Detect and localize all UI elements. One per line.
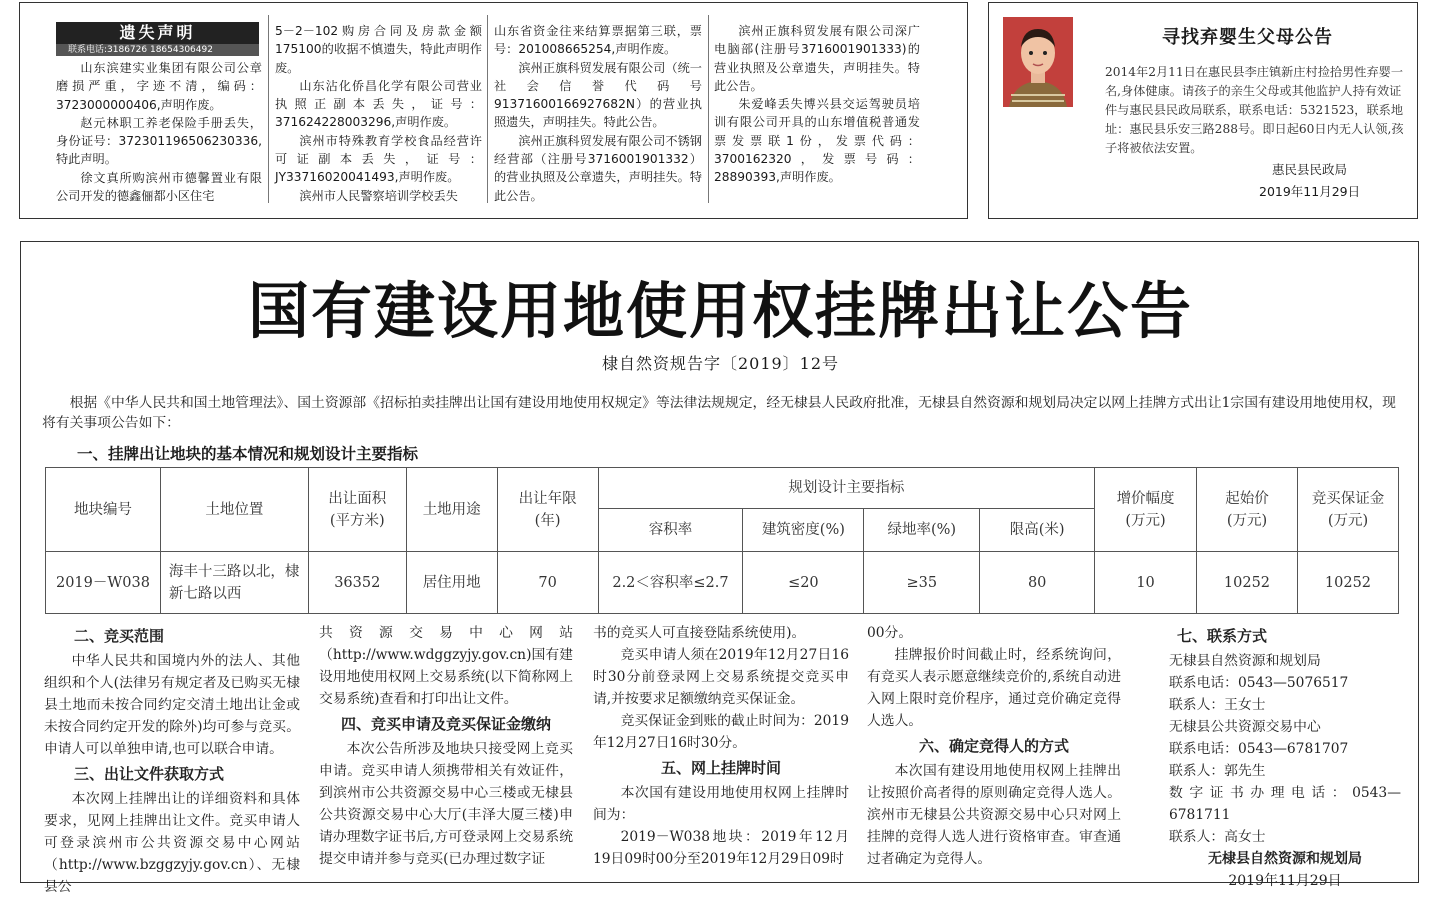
table-header-parcel: 地块编号: [46, 468, 161, 552]
contact-line: 联系人：王女士: [1169, 697, 1266, 713]
section-3-text: 本次网上挂牌出让的详细资料和具体要求，见网上挂牌出让文件。竞买申请人可登录滨州市公共资源交易中心网站（http://www.bzggzyjy.gov.cn）、无棣县公: [44, 791, 300, 895]
section-6-text: 本次国有建设用地使用权网上挂牌出让按照价高者得的原则确定竞得人选人。滨州市无棣县公共资源交易中心只对网上挂牌的竞得人选人进行资格审查。审查通过者确定为竞得人。: [867, 763, 1121, 867]
lost-notice-phone: 联系电话:3186726 18654306492: [56, 44, 259, 56]
table-header-deposit: 竞买保证金 (万元): [1297, 468, 1398, 552]
column-divider: [487, 15, 488, 203]
contact-line: 联系人：高女士: [1169, 829, 1266, 845]
lost-notice-item: 徐文真所购滨州市德馨置业有限公司开发的德鑫俪都小区住宅: [56, 170, 262, 204]
text-column-4: [867, 622, 1121, 870]
intro-paragraph: [42, 393, 1402, 433]
lost-notice-item: 山东沾化侨昌化学有限公司营业执照正副本丢失，证号：371624228003296,声明作废。: [275, 78, 482, 130]
table-header-green: 绿地率(%): [864, 509, 980, 552]
contact-line: 数字证书办理电话：0543—6781711: [1169, 785, 1401, 823]
contact-line: 无棣县自然资源和规划局: [1169, 653, 1321, 669]
cell-term: 70: [497, 552, 598, 614]
abandoned-infant-box: [988, 2, 1418, 219]
section-5-bidding: 挂牌报价时间截止时，经系统询问，有竞买人表示愿意继续竞价的,系统自动进入网上限时竞价程序，通过竞价确定竞得人选人。: [867, 647, 1121, 729]
table-header-area: 出让面积 (平方米): [308, 468, 406, 552]
cell-use: 居住用地: [406, 552, 497, 614]
notice-signer: 无棣县自然资源和规划局: [1208, 851, 1362, 867]
table-header-term: 出让年限 (年): [497, 468, 598, 552]
document-number: 棣自然资规告字〔2019〕12号: [601, 354, 840, 373]
section-1-heading: 一、挂牌出让地块的基本情况和规划设计主要指标: [77, 445, 419, 463]
text-column-1: [44, 622, 300, 898]
section-4-text: 本次公告所涉及地块只接受网上竞买申请。竞买申请人须携带相关有效证件，到滨州市公共资源交易中心三楼或无棣县公共资源交易中心大厅(丰泽大厦三楼)申请办理数字证书后,方可登录网上交易系统提交申请并参与竞买(已办理过数字证: [319, 741, 573, 867]
lost-notice-title: 遗失声明: [119, 23, 196, 42]
lost-notice-column-2: [275, 22, 482, 205]
page-title: 国有建设用地使用权挂牌出让公告: [247, 276, 1193, 347]
table-header-planning: 规划设计主要指标: [598, 468, 1095, 509]
cell-far: 2.2＜容积率≤2.7: [598, 552, 743, 614]
lost-notice-column-3: [494, 22, 702, 205]
section-4-deposit-deadline: 竞买保证金到账的截止时间为：2019年12月27日16时30分。: [593, 713, 849, 751]
text-column-5: [1169, 622, 1401, 892]
cell-area: 36352: [308, 552, 406, 614]
lost-notice-item: 滨州市特殊教育学校食品经营许可证副本丢失，证号：JY33716020041493,声明作废。: [275, 133, 482, 185]
section-7-heading: 七、联系方式: [1177, 627, 1268, 645]
section-6-heading: 六、确定竞得人的方式: [918, 737, 1069, 755]
table-header-height: 限高(米): [980, 509, 1095, 552]
abandoned-notice-text: 2014年2月11日在惠民县李庄镇新庄村捡拾男性弃婴一名,身体健康。请孩子的亲生父母或其他监护人持有效证件与惠民县民政局联系，联系电话：5321523，联系地址：惠民县乐安三路288号。即日起60日内无人认领,孩子将被依法安置。: [1105, 65, 1404, 155]
table-header-location: 土地位置: [160, 468, 308, 552]
section-2-heading: 二、竞买范围: [74, 627, 165, 645]
contact-line: 联系人：郭先生: [1169, 763, 1266, 779]
section-4-text-continued: 书的竞买人可直接登陆系统使用)。: [593, 625, 806, 641]
lost-notice-item: 滨州正旗科贸发展有限公司深广电脑部(注册号3716001901333)的营业执照及公章遗失，声明挂失。特此公告。: [714, 24, 920, 93]
section-5-time-continued: 00分。: [867, 625, 913, 641]
land-parcel-table: [45, 467, 1399, 614]
section-5-heading: 五、网上挂牌时间: [660, 759, 781, 777]
cell-green: ≥35: [864, 552, 980, 614]
section-5-time: 2019－W038地块：2019年12月19日09时00分至2019年12月29日09时: [593, 829, 849, 867]
cell-deposit: 10252: [1297, 552, 1398, 614]
cell-location: 海丰十三路以北，棣新七路以西: [160, 552, 308, 614]
contact-line: 无棣县公共资源交易中心: [1169, 719, 1321, 735]
lost-notice-header: [56, 22, 259, 56]
lost-notice-item: 滨州正旗科贸发展有限公司不锈钢经营部（注册号3716001901332）的营业执照及公章遗失，声明挂失。特此公告。: [494, 133, 702, 203]
land-auction-notice: [20, 241, 1419, 895]
table-header-start-price: 起始价 (万元): [1197, 468, 1298, 552]
lost-notice-column-1: [56, 59, 262, 205]
text-column-3: [593, 622, 849, 870]
lost-notice-item: 滨州市人民警察培训学校丢失: [299, 188, 458, 203]
lost-notice-item: 滨州正旗科贸发展有限公司（统一社会信誉代码号91371600166927682N）的营业执照遗失，声明挂失。特此公告。: [494, 60, 702, 130]
contact-line: 联系电话：0543—6781707: [1169, 741, 1349, 757]
lost-notice-column-4: [714, 22, 920, 187]
lost-notice-item: 山东省资金往来结算票据第三联，票号：201008665254,声明作废。: [494, 24, 702, 57]
table-header-increment: 增价幅度 (万元): [1095, 468, 1197, 552]
cell-density: ≤20: [743, 552, 864, 614]
notice-date: 2019年11月29日: [1228, 873, 1342, 889]
table-row: [46, 552, 1399, 614]
section-3-heading: 三、出让文件获取方式: [74, 765, 225, 783]
intro-text: 根据《中华人民共和国土地管理法》、国土资源部《招标拍卖挂牌出让国有建设用地使用权规定》等法律法规规定，经无棣县人民政府批准，无棣县自然资源和规划局决定以网上挂牌方式出让1宗国有建设用地使用权，现将有关事项公告如下：: [42, 395, 1396, 431]
text-column-2: [319, 622, 573, 870]
cell-parcel: 2019－W038: [46, 552, 161, 614]
cell-increment: 10: [1095, 552, 1197, 614]
lost-notice-item: 5－2－102购房合同及房款金额175100的收据不慎遗失，特此声明作废。: [275, 24, 482, 75]
lost-notice-item: 赵元林职工养老保险手册丢失，身份证号：372301196506230336,特此声明。: [56, 115, 262, 167]
table-header-use: 土地用途: [406, 468, 497, 552]
table-header-density: 建筑密度(%): [743, 509, 864, 552]
column-divider: [708, 15, 709, 203]
section-4-deadline: 竞买申请人须在2019年12月27日16时30分前登录网上交易系统提交竞买申请,并按要求足额缴纳竞买保证金。: [593, 647, 849, 707]
column-divider: [268, 15, 269, 203]
section-2-text: 中华人民共和国境内外的法人、其他组织和个人(法律另有规定者及已购买无棣县土地而未按合同约定交清土地出让金或未按合同约定开发的除外)均可参与竞买。申请人可以单独申请,也可以联合申请。: [44, 653, 300, 757]
table-header-far: 容积率: [598, 509, 743, 552]
cell-height: 80: [980, 552, 1095, 614]
abandoned-notice-body: [1005, 63, 1405, 158]
abandoned-notice-title: 寻找弃婴生父母公告: [1162, 27, 1333, 48]
abandoned-notice-signature: [1259, 159, 1360, 203]
lost-notice-item: 朱爱峰丢失博兴县交运驾驶员培训有限公司开具的山东增值税普通发票发票联1份，发票代码：3700162320，发票号码：28890393,声明作废。: [714, 97, 920, 185]
section-3-text-continued: 共资源交易中心网站（http://www.wdggzyjy.gov.cn)国有建设用地使用权网上交易系统(以下简称网上交易系统)查看和打印出让文件。: [319, 625, 573, 707]
section-5-text: 本次国有建设用地使用权网上挂牌时间为：: [593, 785, 849, 823]
cell-start-price: 10252: [1197, 552, 1298, 614]
section-4-heading: 四、竞买申请及竞买保证金缴纳: [340, 715, 551, 733]
lost-notices-box: [19, 2, 968, 219]
contact-line: 联系电话：0543—5076517: [1169, 675, 1349, 691]
abandoned-notice-signer: 惠民县民政局: [1272, 162, 1348, 177]
abandoned-notice-date: 2019年11月29日: [1259, 184, 1361, 199]
lost-notice-item: 山东滨建实业集团有限公司公章磨损严重，字迹不清，编码：3723000000406,声明作废。: [56, 61, 262, 112]
